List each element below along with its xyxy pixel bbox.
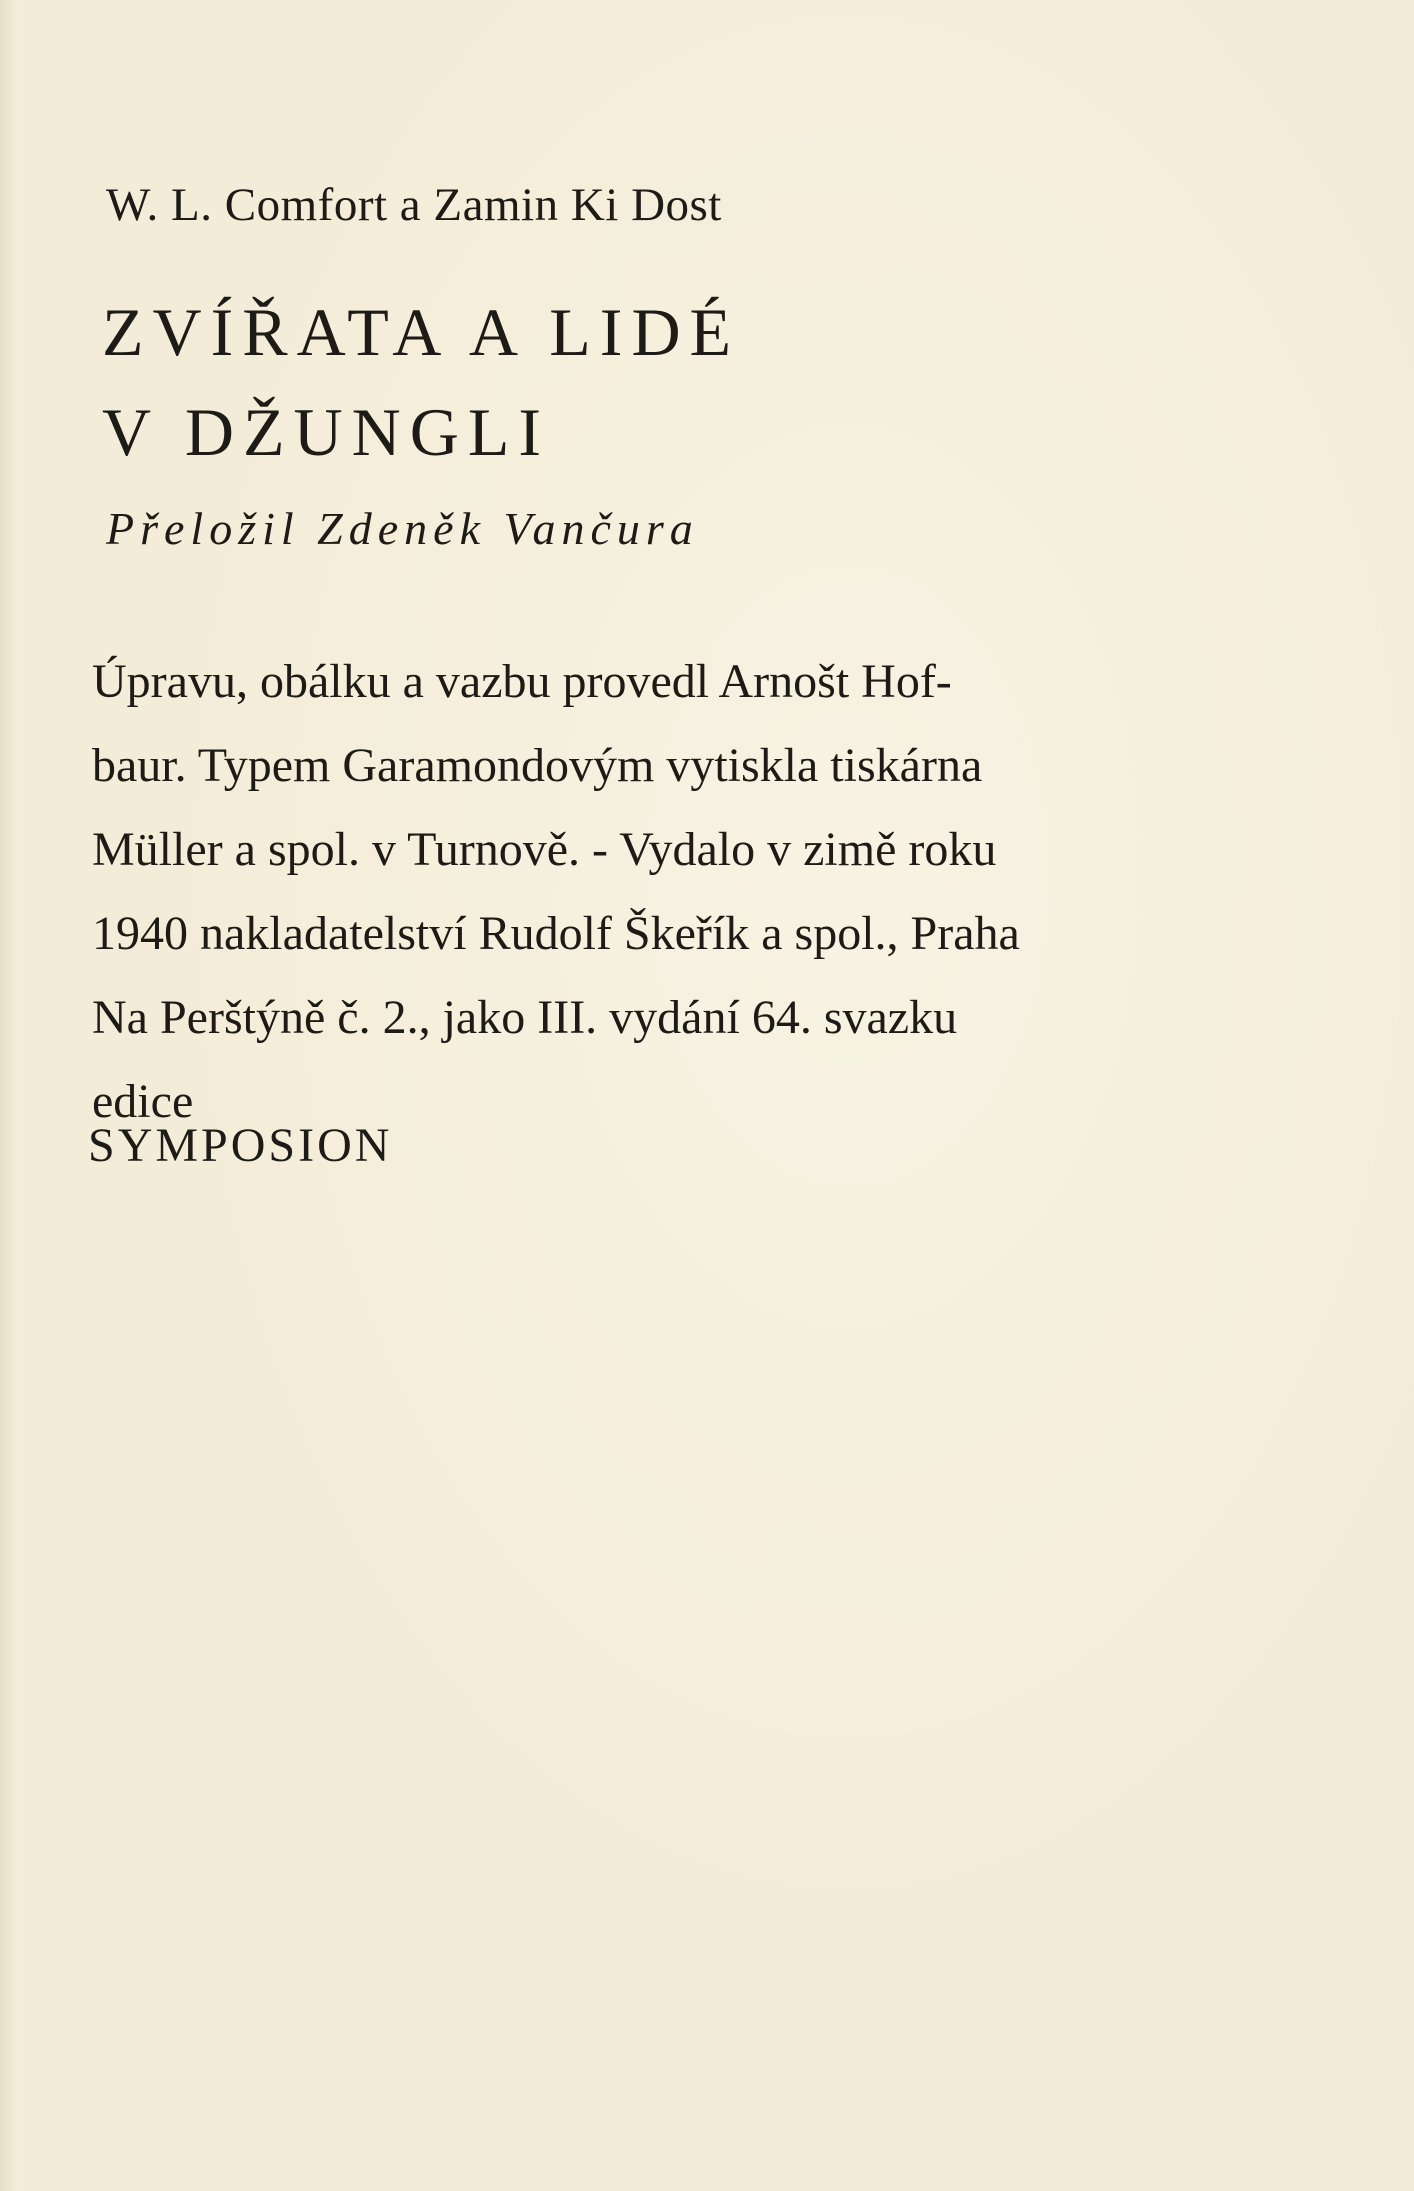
colophon: [92, 640, 1122, 1144]
author-line: W. L. Comfort a Zamin Ki Dost: [106, 179, 722, 231]
colophon-line: edice: [92, 1075, 194, 1128]
colophon-line: Müller a spol. v Turnově. - Vydalo v zimě roku: [92, 823, 997, 876]
translator-credit: Přeložil Zdeněk Vančura: [106, 503, 699, 554]
title-line-1: ZVÍŘATA A LIDÉ: [102, 294, 741, 370]
book-title: [102, 282, 740, 482]
colophon-line: 1940 nakladatelství Rudolf Škeřík a spol., Praha: [92, 907, 1020, 960]
title-line-2: V DŽUNGLI: [102, 394, 551, 470]
series-name: SYMPOSION: [88, 1119, 393, 1172]
colophon-line: Úpravu, obálku a vazbu provedl Arnošt Hof-: [92, 655, 952, 708]
colophon-line: baur. Typem Garamondovým vytiskla tiskárna: [92, 739, 983, 792]
colophon-line: Na Perštýně č. 2., jako III. vydání 64. svazku: [92, 991, 958, 1044]
